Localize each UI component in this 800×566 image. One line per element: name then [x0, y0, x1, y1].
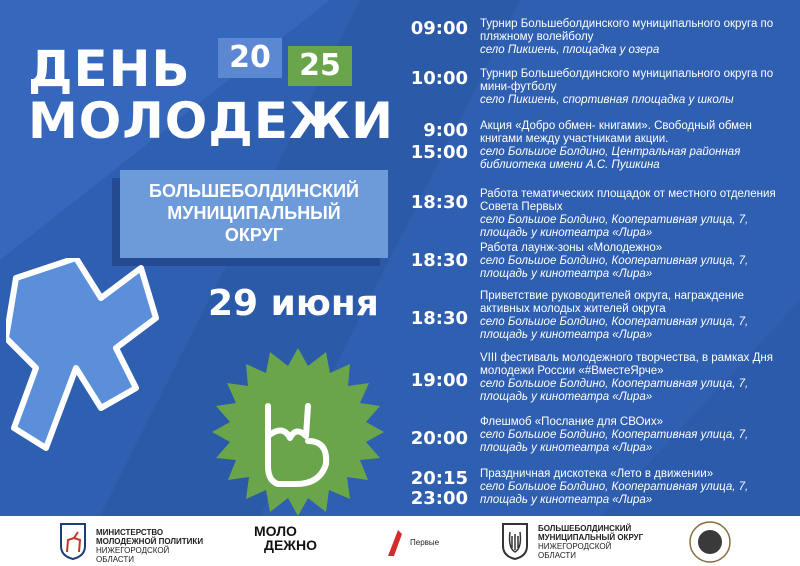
- molodezhno-line1: МОЛО: [254, 523, 297, 539]
- schedule-description: [480, 290, 780, 342]
- year-left-badge: 20: [218, 38, 282, 78]
- schedule-time-end-wrap: [396, 142, 468, 163]
- schedule-time: 10:00: [410, 68, 468, 89]
- schedule-location: село Большое Болдино, Кооперативная улица, 7, площадь у кинотеатра «Лира»: [480, 429, 749, 454]
- round-emblem-icon: [688, 520, 732, 564]
- schedule-location: село Большое Болдино, Кооперативная улица, 7, площадь у кинотеатра «Лира»: [480, 316, 749, 341]
- footer-logos: [0, 516, 800, 566]
- schedule-location: село Большое Болдино, Кооперативная улица, 7, площадь у кинотеатра «Лира»: [480, 255, 749, 280]
- lyre-coat-of-arms-icon: [500, 522, 530, 560]
- schedule-description: [480, 468, 780, 507]
- schedule-time: 19:00: [410, 370, 468, 391]
- ministry-logo-text: [96, 528, 203, 564]
- molodezhno-logo: [254, 524, 317, 552]
- schedule-description: [480, 416, 780, 455]
- pervye-logo-text: Первые: [410, 538, 440, 547]
- schedule-time: 09:00: [410, 18, 468, 39]
- schedule-description: [480, 68, 780, 107]
- organizer-line3: ОКРУГ: [224, 225, 284, 245]
- schedule-description: [480, 188, 780, 240]
- schedule-location: село Большое Болдино, Кооперативная улица, 7, площадь у кинотеатра «Лира»: [480, 481, 749, 506]
- deer-coat-of-arms-icon: [58, 522, 88, 560]
- schedule-location: село Пикшень, площадка у озера: [480, 44, 660, 56]
- schedule-time-end: 15:00: [410, 142, 468, 163]
- schedule-time: 20:00: [410, 428, 468, 449]
- schedule-time: 18:30: [410, 308, 468, 329]
- ministry-line1: МИНИСТЕРСТВО: [96, 528, 164, 537]
- schedule-text: Акция «Добро обмен- книгами». Свободный обмен книгами между участниками акции.: [480, 120, 752, 145]
- schedule-location: село Большое Болдино, Центральная районная библиотека имени А.С. Пушкина: [480, 146, 741, 171]
- schedule-location: село Пикшень, спортивная площадка у школы: [480, 94, 734, 106]
- schedule-text: Работа лаунж-зоны «Молодежно»: [480, 242, 663, 254]
- ministry-line3: НИЖЕГОРОДСКОЙ: [96, 546, 170, 555]
- ministry-line2: МОЛОДЕЖНОЙ ПОЛИТИКИ: [96, 537, 204, 546]
- schedule-time-start: 9:00: [423, 120, 468, 141]
- schedule-description: [480, 352, 780, 404]
- schedule-time-end-wrap: [396, 488, 468, 509]
- schedule-text: Турнир Большеболдинского муниципального округа по пляжному волейболу: [480, 18, 774, 43]
- district-line4: ОБЛАСТИ: [538, 551, 577, 560]
- schedule-description: [480, 242, 780, 281]
- schedule-text: Приветствие руководителей округа, награждение активных молодых жителей округа: [480, 290, 744, 315]
- district-line3: НИЖЕГОРОДСКОЙ: [538, 542, 612, 551]
- schedule-time-start: 20:15: [410, 468, 468, 489]
- district-line1: БОЛЬШЕБОЛДИНСКИЙ: [538, 524, 632, 533]
- first-logo-icon: [384, 528, 404, 558]
- schedule-text: Праздничная дискотека «Лето в движении»: [480, 468, 714, 480]
- organizer-box: [120, 170, 388, 258]
- schedule-time-end: 23:00: [410, 488, 468, 509]
- schedule-text: Работа тематических площадок от местного отделения Совета Первых: [480, 188, 776, 213]
- schedule-time: 18:30: [410, 192, 468, 213]
- event-title-line2: МОЛОДЕЖИ: [28, 92, 395, 150]
- schedule-text: VIII фестиваль молодежного творчества, в рамках Дня молодежи России «#ВместеЯрче»: [480, 352, 773, 377]
- rock-hand-badge: [208, 346, 388, 526]
- year-right-badge: 25: [288, 46, 352, 86]
- schedule-location: село Большое Болдино, Кооперативная улица, 7, площадь у кинотеатра «Лира»: [480, 214, 749, 239]
- schedule-time: [396, 468, 468, 489]
- ministry-line4: ОБЛАСТИ: [96, 555, 135, 564]
- schedule-location: село Большое Болдино, Кооперативная улица, 7, площадь у кинотеатра «Лира»: [480, 378, 749, 403]
- molodezhno-line2: ДЕЖНО: [264, 537, 317, 553]
- schedule-description: [480, 18, 780, 57]
- schedule-text: Турнир Большеболдинского муниципального округа по мини-футболу: [480, 68, 774, 93]
- event-date: 29 июня: [208, 283, 379, 324]
- organizer-line2: МУНИЦИПАЛЬНЫЙ: [167, 203, 341, 223]
- schedule-time: [396, 120, 468, 141]
- organizer-line1: БОЛЬШЕБОЛДИНСКИЙ: [149, 181, 359, 201]
- schedule-text: Флешмоб «Послание для СВОих»: [480, 416, 664, 428]
- district-line2: МУНИЦИПАЛЬНЫЙ ОКРУГ: [538, 533, 644, 542]
- district-logo-text: [538, 524, 643, 560]
- youth-logo-shape: [6, 258, 166, 458]
- event-title-line1: ДЕНЬ: [28, 40, 191, 98]
- schedule-time: 18:30: [410, 250, 468, 271]
- schedule-description: [480, 120, 780, 172]
